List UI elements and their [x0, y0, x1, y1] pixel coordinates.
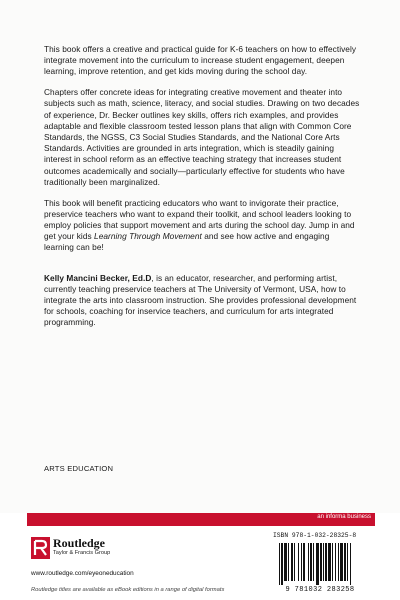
barcode-icon — [271, 541, 369, 585]
publisher-group: Taylor & Francis Group — [53, 550, 111, 556]
description-paragraph-1: This book offers a creative and practical guide for K-6 teachers on how to effectively integrate movement into the curriculum to increase student engagement, deepen learning, improve retention, and get kids moving during the school day. — [44, 44, 357, 77]
routledge-logo-icon — [31, 537, 50, 559]
publisher-url[interactable]: www.routledge.com/eyeoneducation — [31, 570, 134, 577]
publisher-footer — [0, 513, 400, 600]
author-bio-text: , is an educator, researcher, and performing artist, currently teaching preservice teachers at The University of Vermont, USA, how to integrate the arts into classroom instruction. She provides professional development for schools, coaching for inservice teachers, and curriculum for arts integrated programming. — [44, 272, 357, 328]
category-label: ARTS EDUCATION — [44, 464, 114, 473]
ebook-note: Routledge titles are available as eBook editions in a range of digital formats — [31, 587, 225, 593]
informa-tagline: an informa business — [317, 514, 371, 520]
brand-bar — [27, 513, 375, 526]
p3-before: This book will benefit practicing educators who want to invigorate their practice, preservice teachers who want to expand their toolkit, and school leaders looking to employ policies that support movement and arts during the school day. Jump in and get your kids — [44, 197, 355, 242]
isbn-text: ISBN 978-1-032-28325-8 — [273, 532, 357, 539]
description-paragraph-3 — [44, 198, 360, 254]
author-name: Kelly Mancini Becker, Ed.D — [44, 272, 152, 283]
author-bio — [44, 273, 360, 329]
isbn-barcode-block — [271, 530, 369, 596]
description-paragraph-2: Chapters offer concrete ideas for integrating creative movement and theater into subjects such as math, science, literacy, and social studies. Drawing on two decades of experience, Dr. Becker outlines key skills, offers rich examples, and provides adaptable and flexible classroom tested lesson plans that align with Common Core Standards, the NGSS, C3 Social Studies Standards, and the National Core Arts Standards. Activities are grounded in arts integration, which is steadily gaining interest in school reform as an effective teaching strategy that increases student outcomes academically and socially—particularly effective for students who have traditionally been marginalized. — [44, 87, 360, 187]
barcode-digits: 9 781032 283258 — [285, 586, 355, 594]
p3-after: and see how active and engaging learning can be! — [44, 231, 330, 253]
cover-text — [44, 44, 360, 338]
book-title-italic: Learning Through Movement — [94, 231, 202, 242]
publisher-name: Routledge — [53, 536, 105, 550]
